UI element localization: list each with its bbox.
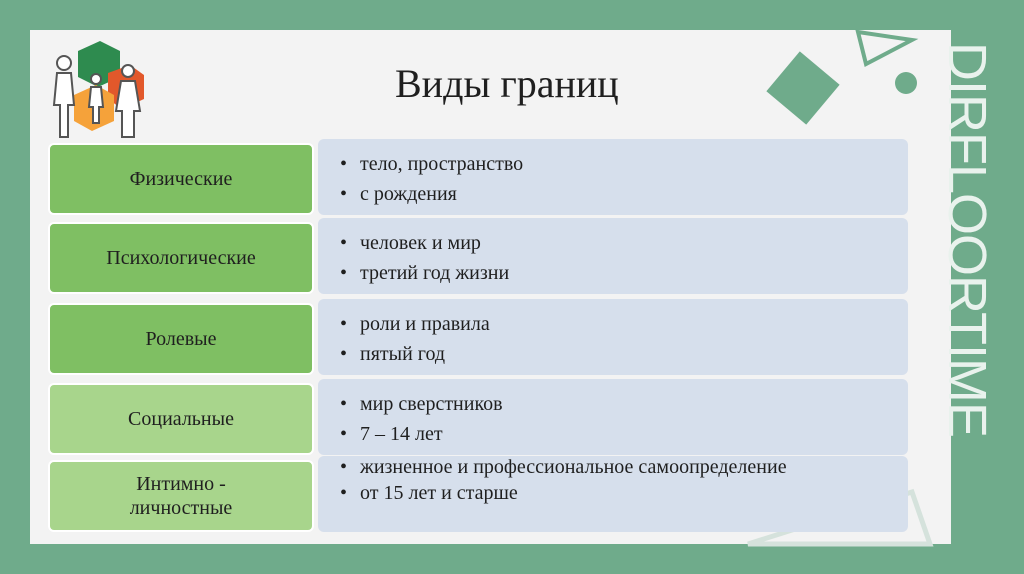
list-item: • с рождения <box>338 179 898 209</box>
list-item: • от 15 лет и старше <box>338 480 898 506</box>
list-item: • жизненное и профессиональное самоопределение <box>338 454 898 480</box>
row-items <box>338 389 898 449</box>
row-label: Психологические <box>48 222 314 294</box>
row-label: Социальные <box>48 383 314 455</box>
list-item: • мир сверстников <box>338 389 898 419</box>
list-item: • человек и мир <box>338 228 898 258</box>
row-items <box>338 454 898 506</box>
row-label: Ролевые <box>48 303 314 375</box>
list-item: • тело, пространство <box>338 149 898 179</box>
row-items <box>338 309 898 369</box>
list-item: • третий год жизни <box>338 258 898 288</box>
list-item: • пятый год <box>338 339 898 369</box>
row-label: Интимно - личностные <box>48 460 314 532</box>
row-items <box>338 228 898 288</box>
list-item: • роли и правила <box>338 309 898 339</box>
brand-watermark: DIRFLOORTIME <box>937 42 997 438</box>
family-logo-icon <box>48 33 148 141</box>
row-items <box>338 149 898 209</box>
slide-title: Виды границ <box>395 61 619 106</box>
row-label: Физические <box>48 143 314 215</box>
list-item: • 7 – 14 лет <box>338 419 898 449</box>
